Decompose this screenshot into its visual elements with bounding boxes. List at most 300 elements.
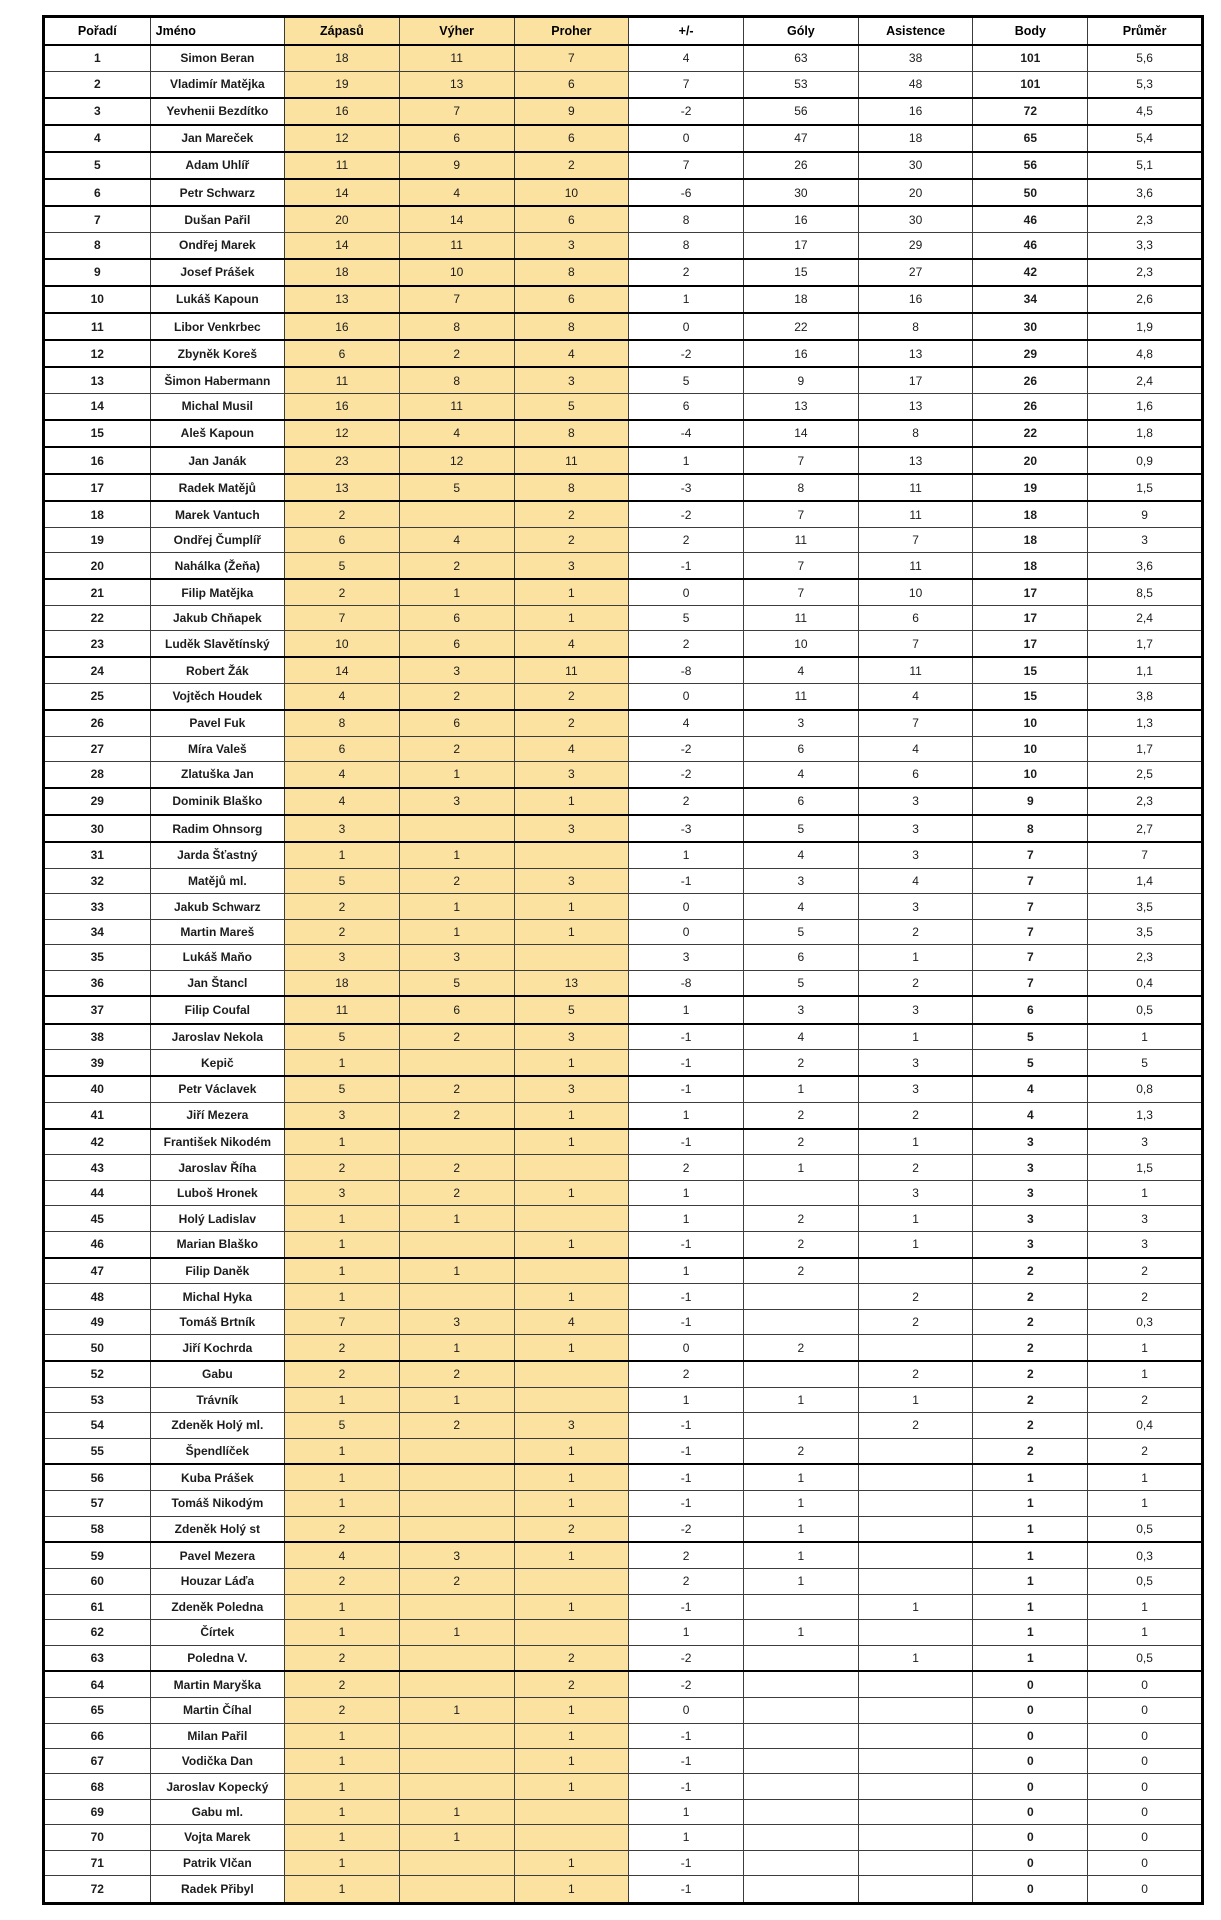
cell-zapasu: 18: [285, 259, 400, 286]
table-row: [44, 1413, 1203, 1438]
cell-zapasu: 2: [285, 1671, 400, 1697]
cell-goly: [744, 1413, 859, 1438]
cell-poradi: 5: [44, 152, 151, 179]
cell-goly: [744, 1645, 859, 1671]
cell-goly: 6: [744, 945, 859, 970]
cell-zapasu: 6: [285, 528, 400, 553]
cell-jmeno: Filip Daněk: [150, 1258, 284, 1284]
cell-asistence: 7: [858, 631, 973, 657]
cell-plusminus: -1: [629, 553, 744, 579]
table-row: [44, 313, 1203, 340]
cell-poradi: 49: [44, 1309, 151, 1334]
cell-prumer: 2: [1088, 1438, 1203, 1464]
column-header-plusminus: +/-: [629, 17, 744, 46]
cell-asistence: 2: [858, 1309, 973, 1334]
cell-proher: 1: [514, 606, 629, 631]
cell-body: 3: [973, 1129, 1088, 1155]
cell-prumer: 0,5: [1088, 1645, 1203, 1671]
cell-goly: [744, 1748, 859, 1773]
cell-proher: 3: [514, 553, 629, 579]
cell-vyher: 3: [399, 945, 514, 970]
cell-poradi: 66: [44, 1723, 151, 1748]
column-header-jmeno: Jméno: [150, 17, 284, 46]
table-row: [44, 45, 1203, 71]
cell-body: 18: [973, 501, 1088, 527]
cell-plusminus: -1: [629, 1774, 744, 1799]
cell-proher: 1: [514, 1231, 629, 1257]
cell-prumer: 1,7: [1088, 631, 1203, 657]
cell-zapasu: 3: [285, 1102, 400, 1128]
cell-proher: [514, 1258, 629, 1284]
cell-goly: 4: [744, 657, 859, 683]
table-row: [44, 474, 1203, 501]
cell-goly: [744, 1180, 859, 1205]
cell-zapasu: 13: [285, 474, 400, 501]
cell-proher: [514, 1620, 629, 1645]
cell-poradi: 65: [44, 1698, 151, 1723]
cell-goly: 14: [744, 420, 859, 447]
cell-goly: 5: [744, 970, 859, 996]
table-row: [44, 1464, 1203, 1490]
cell-jmeno: Jiří Kochrda: [150, 1335, 284, 1361]
table-row: [44, 1155, 1203, 1180]
cell-vyher: 4: [399, 179, 514, 206]
cell-proher: 1: [514, 579, 629, 605]
cell-asistence: 2: [858, 919, 973, 944]
cell-proher: 1: [514, 1594, 629, 1619]
header-row: [44, 17, 1203, 46]
cell-plusminus: 1: [629, 447, 744, 474]
cell-proher: 10: [514, 179, 629, 206]
cell-asistence: 17: [858, 367, 973, 393]
cell-goly: 7: [744, 447, 859, 474]
cell-poradi: 40: [44, 1076, 151, 1102]
cell-plusminus: 0: [629, 1698, 744, 1723]
cell-poradi: 72: [44, 1876, 151, 1904]
table-row: [44, 919, 1203, 944]
cell-goly: 4: [744, 842, 859, 868]
cell-zapasu: 1: [285, 1825, 400, 1850]
cell-plusminus: -1: [629, 1076, 744, 1102]
cell-zapasu: 2: [285, 1155, 400, 1180]
cell-vyher: 12: [399, 447, 514, 474]
cell-poradi: 19: [44, 528, 151, 553]
cell-prumer: 2,4: [1088, 606, 1203, 631]
cell-zapasu: 5: [285, 1413, 400, 1438]
cell-prumer: 5: [1088, 1050, 1203, 1076]
cell-proher: 5: [514, 996, 629, 1023]
cell-jmeno: Radek Přibyl: [150, 1876, 284, 1904]
cell-zapasu: 3: [285, 1180, 400, 1205]
cell-vyher: 6: [399, 125, 514, 152]
cell-body: 10: [973, 762, 1088, 788]
cell-proher: [514, 1387, 629, 1412]
cell-plusminus: 2: [629, 1569, 744, 1594]
cell-vyher: 2: [399, 1180, 514, 1205]
column-header-goly: Góly: [744, 17, 859, 46]
cell-prumer: 0: [1088, 1671, 1203, 1697]
cell-poradi: 22: [44, 606, 151, 631]
cell-asistence: 1: [858, 1594, 973, 1619]
table-row: [44, 1361, 1203, 1387]
cell-body: 1: [973, 1516, 1088, 1542]
cell-vyher: 2: [399, 1361, 514, 1387]
cell-poradi: 38: [44, 1024, 151, 1050]
cell-vyher: 1: [399, 842, 514, 868]
cell-jmeno: Jakub Chňapek: [150, 606, 284, 631]
table-row: [44, 1129, 1203, 1155]
cell-proher: 1: [514, 1129, 629, 1155]
cell-zapasu: 11: [285, 152, 400, 179]
cell-vyher: 14: [399, 206, 514, 232]
cell-proher: 1: [514, 894, 629, 919]
cell-goly: 3: [744, 996, 859, 1023]
cell-zapasu: 1: [285, 1231, 400, 1257]
cell-body: 3: [973, 1206, 1088, 1231]
cell-goly: 22: [744, 313, 859, 340]
cell-jmeno: Martin Číhal: [150, 1698, 284, 1723]
cell-body: 2: [973, 1361, 1088, 1387]
cell-vyher: [399, 1645, 514, 1671]
cell-prumer: 2,5: [1088, 762, 1203, 788]
cell-zapasu: 2: [285, 579, 400, 605]
cell-plusminus: -1: [629, 1284, 744, 1309]
cell-goly: 2: [744, 1129, 859, 1155]
table-row: [44, 206, 1203, 232]
table-row: [44, 1102, 1203, 1128]
cell-asistence: [858, 1464, 973, 1490]
table-row: [44, 1748, 1203, 1773]
cell-jmeno: Marian Blaško: [150, 1231, 284, 1257]
cell-zapasu: 23: [285, 447, 400, 474]
cell-zapasu: 1: [285, 1491, 400, 1516]
cell-zapasu: 10: [285, 631, 400, 657]
cell-body: 0: [973, 1825, 1088, 1850]
cell-asistence: [858, 1569, 973, 1594]
cell-body: 7: [973, 945, 1088, 970]
cell-vyher: 6: [399, 996, 514, 1023]
cell-plusminus: 7: [629, 71, 744, 97]
cell-jmeno: Patrik Vlčan: [150, 1850, 284, 1875]
cell-jmeno: Petr Schwarz: [150, 179, 284, 206]
cell-asistence: 13: [858, 340, 973, 367]
cell-proher: 6: [514, 286, 629, 313]
cell-poradi: 9: [44, 259, 151, 286]
cell-asistence: 16: [858, 98, 973, 125]
cell-proher: 2: [514, 152, 629, 179]
cell-goly: 4: [744, 762, 859, 788]
cell-zapasu: 3: [285, 945, 400, 970]
cell-goly: 2: [744, 1231, 859, 1257]
cell-goly: 11: [744, 606, 859, 631]
cell-vyher: [399, 1876, 514, 1904]
cell-jmeno: Simon Beran: [150, 45, 284, 71]
cell-prumer: 2: [1088, 1284, 1203, 1309]
cell-vyher: [399, 1774, 514, 1799]
cell-prumer: 1: [1088, 1464, 1203, 1490]
cell-plusminus: 1: [629, 1799, 744, 1824]
cell-jmeno: Tomáš Nikodým: [150, 1491, 284, 1516]
cell-body: 15: [973, 657, 1088, 683]
cell-asistence: 2: [858, 1284, 973, 1309]
cell-zapasu: 1: [285, 1723, 400, 1748]
cell-vyher: 2: [399, 1569, 514, 1594]
cell-plusminus: -1: [629, 1024, 744, 1050]
cell-poradi: 44: [44, 1180, 151, 1205]
cell-jmeno: Vladimír Matějka: [150, 71, 284, 97]
cell-plusminus: 1: [629, 1387, 744, 1412]
table-row: [44, 815, 1203, 842]
cell-goly: 1: [744, 1491, 859, 1516]
column-header-zapasu: Zápasů: [285, 17, 400, 46]
cell-proher: 11: [514, 657, 629, 683]
cell-zapasu: 20: [285, 206, 400, 232]
cell-prumer: 8,5: [1088, 579, 1203, 605]
cell-body: 0: [973, 1671, 1088, 1697]
cell-body: 65: [973, 125, 1088, 152]
cell-vyher: 6: [399, 710, 514, 736]
cell-body: 2: [973, 1387, 1088, 1412]
cell-prumer: 0: [1088, 1850, 1203, 1875]
cell-poradi: 45: [44, 1206, 151, 1231]
cell-jmeno: Zdeněk Holý ml.: [150, 1413, 284, 1438]
cell-body: 2: [973, 1284, 1088, 1309]
cell-goly: 1: [744, 1569, 859, 1594]
cell-prumer: 2,6: [1088, 286, 1203, 313]
cell-zapasu: 8: [285, 710, 400, 736]
cell-zapasu: 5: [285, 868, 400, 893]
table-row: [44, 232, 1203, 258]
cell-body: 0: [973, 1799, 1088, 1824]
cell-poradi: 37: [44, 996, 151, 1023]
cell-goly: 13: [744, 394, 859, 420]
cell-prumer: 3: [1088, 1231, 1203, 1257]
cell-vyher: 2: [399, 340, 514, 367]
cell-prumer: 1: [1088, 1594, 1203, 1619]
cell-jmeno: Lukáš Maňo: [150, 945, 284, 970]
cell-jmeno: Jan Janák: [150, 447, 284, 474]
cell-jmeno: Michal Hyka: [150, 1284, 284, 1309]
cell-poradi: 1: [44, 45, 151, 71]
cell-proher: 1: [514, 1723, 629, 1748]
cell-goly: 2: [744, 1438, 859, 1464]
cell-zapasu: 5: [285, 553, 400, 579]
cell-poradi: 4: [44, 125, 151, 152]
cell-poradi: 35: [44, 945, 151, 970]
cell-plusminus: 1: [629, 1620, 744, 1645]
cell-vyher: 1: [399, 762, 514, 788]
cell-plusminus: -3: [629, 815, 744, 842]
cell-jmeno: Jaroslav Říha: [150, 1155, 284, 1180]
table-row: [44, 1050, 1203, 1076]
column-header-body: Body: [973, 17, 1088, 46]
cell-asistence: [858, 1542, 973, 1568]
cell-plusminus: 2: [629, 1542, 744, 1568]
cell-plusminus: 1: [629, 1102, 744, 1128]
cell-prumer: 1,4: [1088, 868, 1203, 893]
cell-asistence: 11: [858, 501, 973, 527]
cell-prumer: 0,5: [1088, 1569, 1203, 1594]
cell-asistence: [858, 1698, 973, 1723]
cell-body: 0: [973, 1698, 1088, 1723]
table-row: [44, 1231, 1203, 1257]
cell-prumer: 1: [1088, 1361, 1203, 1387]
cell-vyher: 8: [399, 367, 514, 393]
cell-poradi: 10: [44, 286, 151, 313]
cell-vyher: 7: [399, 286, 514, 313]
cell-plusminus: -1: [629, 1723, 744, 1748]
cell-vyher: [399, 1748, 514, 1773]
cell-jmeno: František Nikodém: [150, 1129, 284, 1155]
cell-goly: 63: [744, 45, 859, 71]
cell-proher: [514, 1799, 629, 1824]
cell-prumer: 1: [1088, 1491, 1203, 1516]
cell-vyher: [399, 1050, 514, 1076]
table-row: [44, 1723, 1203, 1748]
cell-proher: 3: [514, 1076, 629, 1102]
cell-poradi: 12: [44, 340, 151, 367]
cell-jmeno: Petr Václavek: [150, 1076, 284, 1102]
cell-zapasu: 1: [285, 1284, 400, 1309]
cell-plusminus: 7: [629, 152, 744, 179]
cell-plusminus: 0: [629, 684, 744, 710]
cell-body: 19: [973, 474, 1088, 501]
cell-goly: 1: [744, 1387, 859, 1412]
cell-poradi: 8: [44, 232, 151, 258]
cell-zapasu: 14: [285, 179, 400, 206]
cell-body: 10: [973, 710, 1088, 736]
cell-goly: 16: [744, 206, 859, 232]
cell-zapasu: 1: [285, 1876, 400, 1904]
cell-body: 30: [973, 313, 1088, 340]
cell-prumer: 3,8: [1088, 684, 1203, 710]
cell-zapasu: 12: [285, 420, 400, 447]
cell-zapasu: 7: [285, 1309, 400, 1334]
cell-body: 17: [973, 579, 1088, 605]
cell-body: 8: [973, 815, 1088, 842]
cell-body: 56: [973, 152, 1088, 179]
cell-proher: 1: [514, 788, 629, 815]
cell-asistence: 11: [858, 474, 973, 501]
cell-body: 2: [973, 1413, 1088, 1438]
cell-body: 7: [973, 894, 1088, 919]
cell-zapasu: 1: [285, 1438, 400, 1464]
cell-body: 26: [973, 394, 1088, 420]
table-row: [44, 762, 1203, 788]
cell-proher: 1: [514, 1464, 629, 1490]
cell-jmeno: Aleš Kapoun: [150, 420, 284, 447]
cell-zapasu: 12: [285, 125, 400, 152]
cell-prumer: 5,4: [1088, 125, 1203, 152]
cell-vyher: 1: [399, 1258, 514, 1284]
cell-zapasu: 4: [285, 684, 400, 710]
cell-goly: 1: [744, 1516, 859, 1542]
cell-body: 101: [973, 45, 1088, 71]
table-row: [44, 1876, 1203, 1904]
cell-jmeno: Vojta Marek: [150, 1825, 284, 1850]
cell-vyher: 6: [399, 606, 514, 631]
cell-goly: 2: [744, 1206, 859, 1231]
cell-poradi: 63: [44, 1645, 151, 1671]
cell-poradi: 32: [44, 868, 151, 893]
cell-jmeno: Vojtěch Houdek: [150, 684, 284, 710]
cell-plusminus: 0: [629, 313, 744, 340]
cell-proher: 1: [514, 1850, 629, 1875]
table-row: [44, 1387, 1203, 1412]
cell-poradi: 62: [44, 1620, 151, 1645]
cell-prumer: 3,6: [1088, 553, 1203, 579]
cell-prumer: 5,1: [1088, 152, 1203, 179]
cell-body: 42: [973, 259, 1088, 286]
table-row: [44, 710, 1203, 736]
cell-prumer: 1,3: [1088, 1102, 1203, 1128]
cell-vyher: 2: [399, 1413, 514, 1438]
cell-vyher: 1: [399, 1206, 514, 1231]
cell-prumer: 0: [1088, 1748, 1203, 1773]
cell-asistence: 16: [858, 286, 973, 313]
cell-poradi: 67: [44, 1748, 151, 1773]
column-header-vyher: Výher: [399, 17, 514, 46]
cell-jmeno: Libor Venkrbec: [150, 313, 284, 340]
cell-plusminus: -1: [629, 868, 744, 893]
cell-jmeno: Zbyněk Koreš: [150, 340, 284, 367]
table-row: [44, 501, 1203, 527]
cell-proher: 3: [514, 868, 629, 893]
table-row: [44, 1594, 1203, 1619]
cell-goly: 5: [744, 919, 859, 944]
table-row: [44, 98, 1203, 125]
cell-zapasu: 5: [285, 1076, 400, 1102]
cell-body: 1: [973, 1491, 1088, 1516]
cell-body: 0: [973, 1748, 1088, 1773]
cell-plusminus: 2: [629, 631, 744, 657]
cell-jmeno: Matějů ml.: [150, 868, 284, 893]
cell-prumer: 0: [1088, 1698, 1203, 1723]
cell-goly: 1: [744, 1542, 859, 1568]
cell-zapasu: 1: [285, 1050, 400, 1076]
cell-vyher: 8: [399, 313, 514, 340]
cell-plusminus: -2: [629, 340, 744, 367]
table-row: [44, 1620, 1203, 1645]
cell-poradi: 48: [44, 1284, 151, 1309]
cell-jmeno: Zlatuška Jan: [150, 762, 284, 788]
cell-poradi: 71: [44, 1850, 151, 1875]
cell-jmeno: Kuba Prášek: [150, 1464, 284, 1490]
table-row: [44, 1076, 1203, 1102]
cell-asistence: 6: [858, 762, 973, 788]
cell-plusminus: 4: [629, 710, 744, 736]
cell-poradi: 52: [44, 1361, 151, 1387]
cell-zapasu: 11: [285, 996, 400, 1023]
cell-jmeno: Martin Maryška: [150, 1671, 284, 1697]
cell-plusminus: 2: [629, 1155, 744, 1180]
cell-vyher: 2: [399, 1102, 514, 1128]
table-row: [44, 528, 1203, 553]
cell-prumer: 1: [1088, 1024, 1203, 1050]
cell-jmeno: Jan Mareček: [150, 125, 284, 152]
cell-poradi: 17: [44, 474, 151, 501]
cell-jmeno: Ondřej Čumplíř: [150, 528, 284, 553]
cell-poradi: 30: [44, 815, 151, 842]
cell-body: 17: [973, 631, 1088, 657]
table-row: [44, 996, 1203, 1023]
cell-plusminus: -2: [629, 736, 744, 761]
cell-prumer: 1: [1088, 1620, 1203, 1645]
cell-body: 1: [973, 1542, 1088, 1568]
cell-asistence: 1: [858, 1129, 973, 1155]
cell-body: 15: [973, 684, 1088, 710]
cell-goly: [744, 1774, 859, 1799]
